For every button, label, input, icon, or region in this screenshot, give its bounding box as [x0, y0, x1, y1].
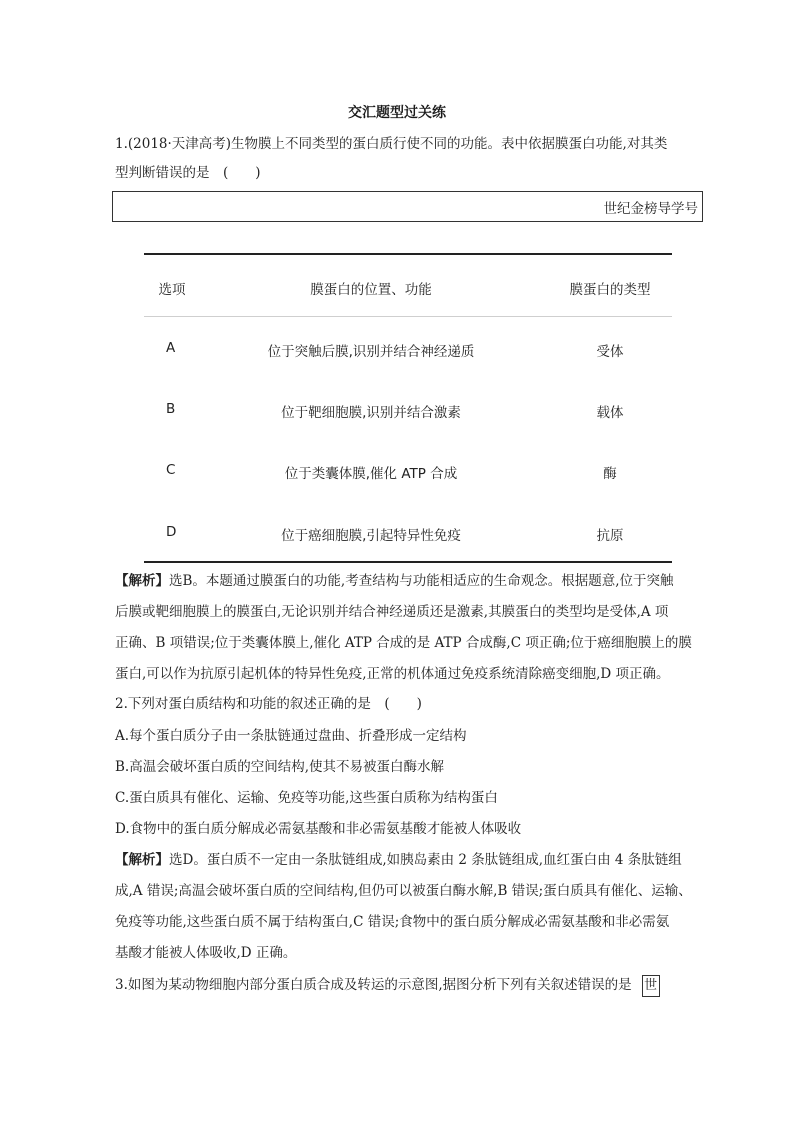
q2-option-d: D.食物中的蛋白质分解成必需氨基酸和非必需氨基酸才能被人体吸收 — [115, 821, 522, 837]
q1-source-text: 世纪金榜导学号 — [603, 201, 698, 217]
table-row-c-type: 酶 — [603, 466, 617, 482]
table-row-c-position: 位于类囊体膜,催化 ATP 合成 — [284, 466, 458, 482]
q3-stem-line — [115, 974, 660, 997]
table-bottom-rule — [144, 561, 672, 563]
q2-option-b: B.高温会破坏蛋白质的空间结构,使其不易被蛋白酶水解 — [115, 759, 445, 775]
q2-stem: 2.下列对蛋白质结构和功能的叙述正确的是 ( ) — [115, 696, 422, 712]
table-row-d-position: 位于癌细胞膜,引起特异性免疫 — [281, 528, 461, 544]
q2-analysis-line2: 成,A 错误;高温会破坏蛋白质的空间结构,但仍可以被蛋白酶水解,B 错误;蛋白质具有催化、运输、 — [115, 883, 692, 899]
section-title: 交汇题型过关练 — [348, 105, 446, 121]
q2-analysis-line3: 免疫等功能,这些蛋白质不属于结构蛋白,C 错误;食物中的蛋白质分解成必需氨基酸和非必需氨 — [115, 914, 670, 930]
q2-option-a: A.每个蛋白质分子由一条肽链通过盘曲、折叠形成一定结构 — [115, 728, 467, 744]
table-row-a-type: 受体 — [596, 344, 624, 360]
q1-analysis-line4: 蛋白,可以作为抗原引起机体的特异性免疫,正常的机体通过免疫系统清除癌变细胞,D 项正确。 — [115, 666, 670, 682]
q1-stem-line2: 型判断错误的是 ( ) — [115, 165, 261, 181]
q1-source-box — [112, 191, 703, 222]
table-row-b-position: 位于靶细胞膜,识别并结合激素 — [281, 405, 461, 421]
q1-analysis-line3: 正确、B 项错误;位于类囊体膜上,催化 ATP 合成的是 ATP 合成酶,C 项正确;位于癌细胞膜上的膜 — [115, 635, 692, 651]
q2-analysis-line4: 基酸才能被人体吸收,D 正确。 — [115, 945, 297, 961]
table-header-rule — [144, 316, 672, 317]
q1-analysis-label: 【解析】 — [115, 573, 169, 589]
table-row-c-option: C — [166, 462, 176, 478]
table-top-rule — [144, 253, 672, 255]
q1-stem-line1: 1.(2018·天津高考)生物膜上不同类型的蛋白质行使不同的功能。表中依据膜蛋白功能,对其类 — [115, 136, 668, 152]
q2-analysis-label: 【解析】 — [115, 852, 169, 868]
table-row-b-type: 载体 — [596, 405, 624, 421]
table-header-position: 膜蛋白的位置、功能 — [310, 282, 432, 298]
table-header-type: 膜蛋白的类型 — [569, 282, 651, 298]
table-header-option: 选项 — [158, 282, 186, 298]
q1-analysis-line1: 【解析】选B。本题通过膜蛋白的功能,考查结构与功能相适应的生命观念。根据题意,位于突触 — [115, 573, 674, 589]
q3-source-box: 世 — [642, 975, 660, 997]
q2-analysis-line1: 【解析】选D。蛋白质不一定由一条肽链组成,如胰岛素由 2 条肽链组成,血红蛋白由 4 条肽链组 — [115, 852, 682, 868]
table-row-a-option: A — [166, 340, 176, 356]
table-row-d-option: D — [166, 524, 177, 540]
q3-stem: 3.如图为某动物细胞内部分蛋白质合成及转运的示意图,据图分析下列有关叙述错误的是 — [115, 977, 632, 993]
table-row-a-position: 位于突触后膜,识别并结合神经递质 — [267, 344, 475, 360]
q1-analysis-line2: 后膜或靶细胞膜上的膜蛋白,无论识别并结合神经递质还是激素,其膜蛋白的类型均是受体,A 项 — [115, 604, 669, 620]
table-row-b-option: B — [166, 401, 176, 417]
table-row-d-type: 抗原 — [596, 528, 624, 544]
q2-option-c: C.蛋白质具有催化、运输、免疫等功能,这些蛋白质称为结构蛋白 — [115, 790, 498, 806]
